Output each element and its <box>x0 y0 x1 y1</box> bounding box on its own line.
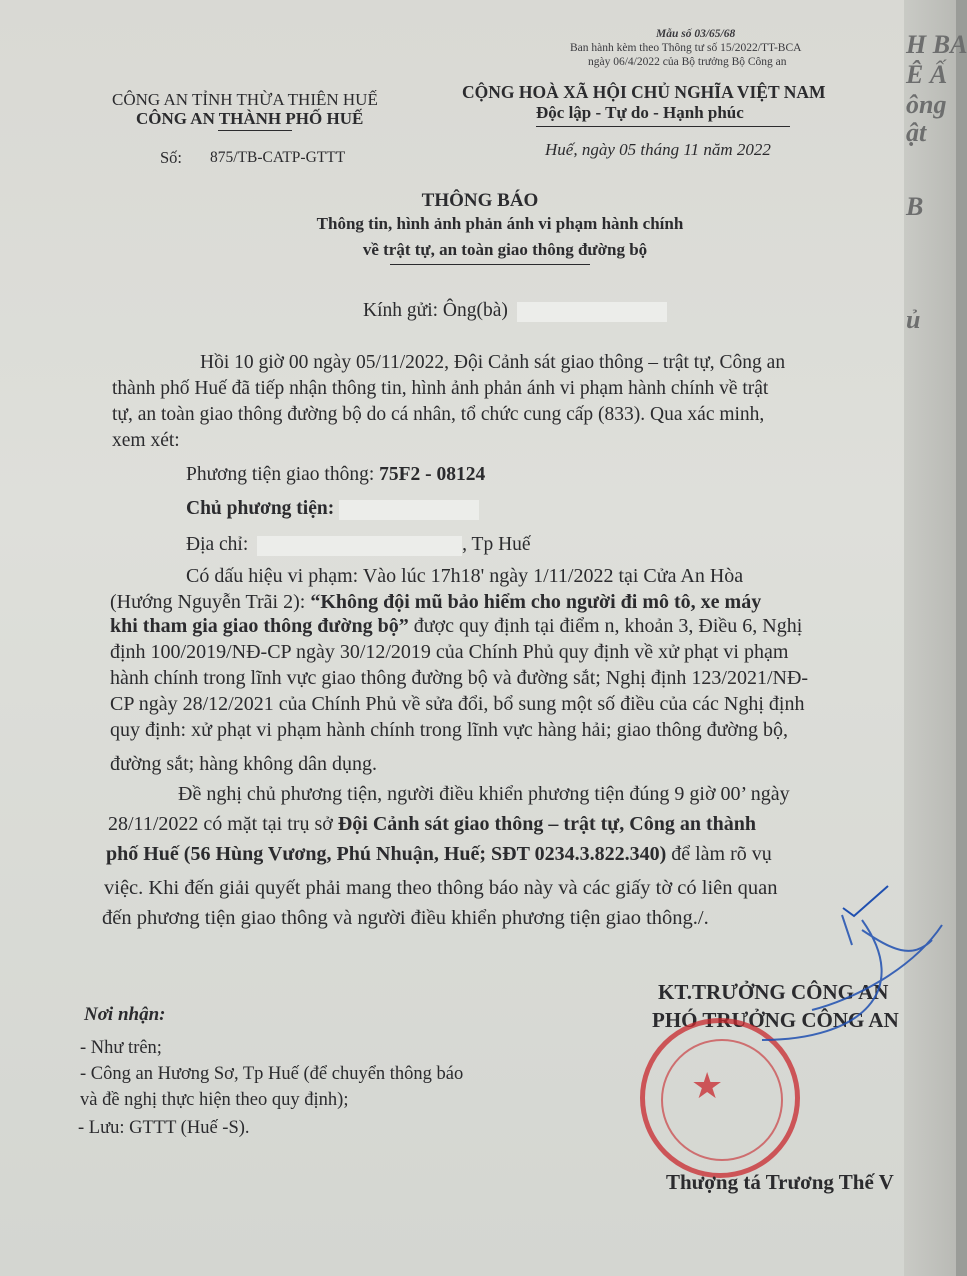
request-line: việc. Khi đến giải quyết phải mang theo thông báo này và các giấy tờ có liên quan <box>104 877 778 899</box>
violation-offense: “Không đội mũ bảo hiểm cho người đi mô tô, xe máy <box>310 591 762 613</box>
recipients-heading: Nơi nhận: <box>84 1004 166 1025</box>
edge-text: B <box>906 192 924 221</box>
request-office: phố Huế (56 Hùng Vương, Phú Nhuận, Huế; SĐT 0234.3.822.340) <box>106 843 667 865</box>
country-name: CỘNG HOÀ XÃ HỘI CHỦ NGHĨA VIỆT NAM <box>462 82 826 102</box>
request-line <box>108 812 756 838</box>
recipient-item: - Như trên; <box>80 1038 162 1058</box>
violation-line: quy định: xử phạt vi phạm hành chính trong lĩnh vực hàng hải; giao thông đường bộ, <box>110 719 789 741</box>
vehicle-label: Phương tiện giao thông: <box>186 464 375 485</box>
violation-line: đường sắt; hàng không dân dụng. <box>110 753 377 775</box>
form-note-line: ngày 06/4/2022 của Bộ trưởng Bộ Công an <box>588 56 787 68</box>
salutation-label: Kính gửi: Ông(bà) <box>363 300 508 321</box>
recipient-item: - Lưu: GTTT (Huế -S). <box>78 1118 250 1138</box>
redacted-address <box>257 536 462 556</box>
doc-number: 875/TB-CATP-GTTT <box>210 149 346 166</box>
violation-line: hành chính trong lĩnh vực giao thông đường bộ và đường sắt; Nghị định 123/2021/NĐ- <box>110 667 809 689</box>
request-text: 28/11/2022 có mặt tại trụ sở <box>108 813 338 835</box>
address-label: Địa chỉ: <box>186 534 249 555</box>
document-subtitle: Thông tin, hình ảnh phản ánh vi phạm hành chính <box>316 214 684 233</box>
violation-line <box>110 590 761 616</box>
redacted-name <box>517 302 667 322</box>
edge-text: Ê Ấ <box>906 60 948 89</box>
handwritten-signature <box>612 930 952 1050</box>
form-note-line: Ban hành kèm theo Thông tư số 15/2022/TT-BCA <box>570 42 802 54</box>
edge-text: ông <box>906 90 947 119</box>
form-code: Mẫu số 03/65/68 <box>656 28 736 40</box>
edge-text: ủ <box>906 305 921 334</box>
intro-line: thành phố Huế đã tiếp nhận thông tin, hình ảnh phản ánh vi phạm hành chính về trật <box>112 378 769 399</box>
signer-title: KT.TRƯỞNG CÔNG AN <box>658 980 889 1004</box>
check-mark-icon <box>838 880 898 920</box>
address-suffix: , Tp Huế <box>462 534 531 555</box>
signer-name: Thượng tá Trương Thế V <box>666 1170 894 1194</box>
request-line <box>106 842 772 868</box>
address-line <box>186 532 531 558</box>
request-office: Đội Cảnh sát giao thông – trật tự, Công an thành <box>337 813 756 835</box>
national-motto: Độc lập - Tự do - Hạnh phúc <box>536 103 744 122</box>
request-line: Đề nghị chủ phương tiện, người điều khiển phương tiện đúng 9 giờ 00’ ngày <box>178 783 790 805</box>
agency-parent: CÔNG AN TỈNH THỪA THIÊN HUẾ <box>112 90 378 109</box>
title-underline <box>390 264 590 265</box>
violation-location: (Hướng Nguyễn Trãi 2): <box>110 591 311 613</box>
redacted-owner <box>339 500 479 520</box>
salutation <box>363 298 667 324</box>
edge-text: H BA <box>906 30 967 59</box>
license-plate: 75F2 - 08124 <box>379 464 486 485</box>
owner-line <box>186 496 479 522</box>
violation-basis: được quy định tại điểm n, khoản 3, Điều 6, Nghị <box>408 615 803 637</box>
doc-number-label: Số: <box>160 148 183 167</box>
recipient-item: - Công an Hương Sơ, Tp Huế (để chuyển thông báo <box>80 1064 464 1084</box>
violation-line: CP ngày 28/12/2021 của Chính Phủ về sửa đổi, bổ sung một số điều của các Nghị định <box>110 693 805 715</box>
intro-line: tự, an toàn giao thông đường bộ do cá nhân, tổ chức cung cấp (833). Qua xác minh, <box>112 404 765 425</box>
violation-line: định 100/2019/NĐ-CP ngày 30/12/2019 của Chính Phủ quy định về xử phạt vi phạm <box>110 641 789 663</box>
background-sheet <box>904 0 967 1276</box>
signer-position: PHÓ TRƯỞNG CÔNG AN <box>652 1008 899 1032</box>
recipient-item: và đề nghị thực hiện theo quy định); <box>80 1090 349 1110</box>
violation-line: Có dấu hiệu vi phạm: Vào lúc 17h18' ngày 1/11/2022 tại Cửa An Hòa <box>186 565 744 587</box>
document-title: THÔNG BÁO <box>421 190 539 211</box>
vehicle-line <box>186 462 485 488</box>
agency-name: CÔNG AN THÀNH PHỐ HUẾ <box>136 109 364 128</box>
star-icon: ★ <box>691 1066 724 1106</box>
violation-offense: khi tham gia giao thông đường bộ” <box>110 615 409 637</box>
intro-line: xem xét: <box>112 430 180 451</box>
request-line: đến phương tiện giao thông và người điều khiển phương tiện giao thông./. <box>102 907 709 929</box>
intro-line: Hồi 10 giờ 00 ngày 05/11/2022, Đội Cảnh sát giao thông – trật tự, Công an <box>200 352 786 373</box>
motto-underline <box>536 126 790 127</box>
owner-label: Chủ phương tiện: <box>186 498 335 519</box>
document-subtitle: về trật tự, an toàn giao thông đường bộ <box>362 240 648 259</box>
agency-underline <box>218 130 292 131</box>
request-text: để làm rõ vụ <box>666 843 772 865</box>
edge-text: ật <box>906 118 927 147</box>
violation-line <box>110 614 802 640</box>
issue-date: Huế, ngày 05 tháng 11 năm 2022 <box>545 140 771 159</box>
